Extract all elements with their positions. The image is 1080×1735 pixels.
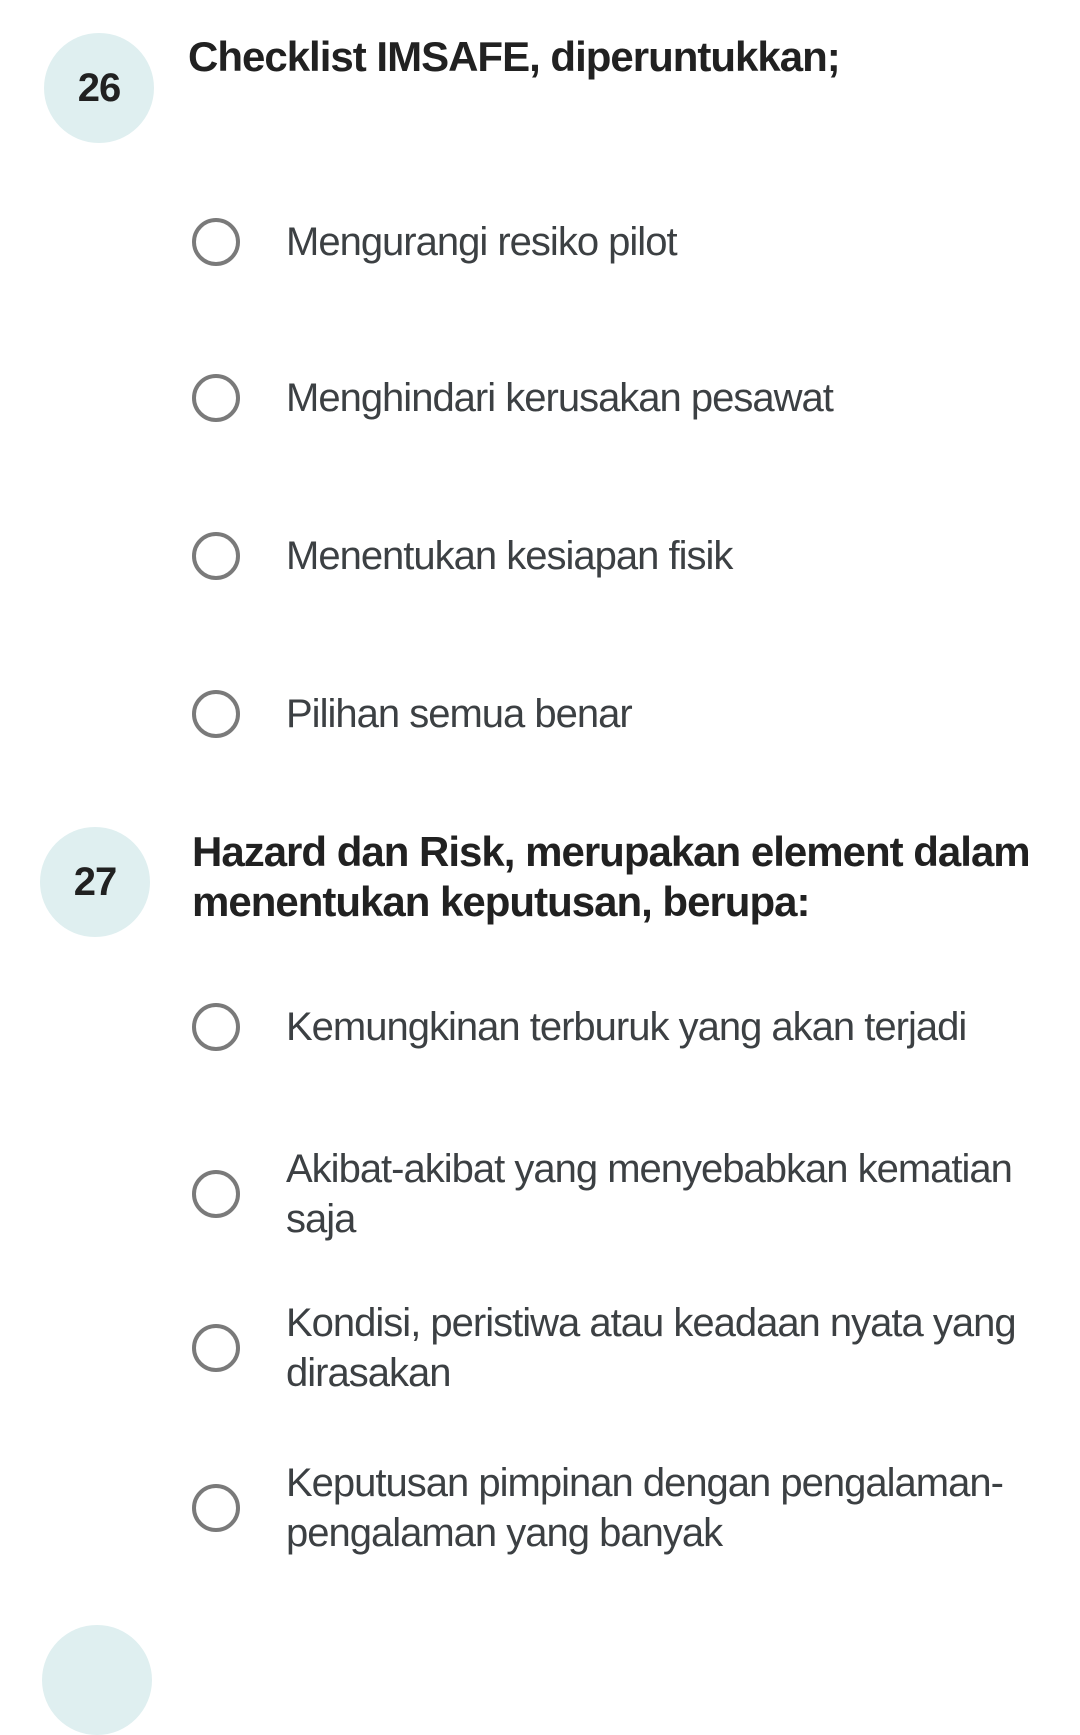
question-title-line: menentukan keputusan, berupa:: [192, 878, 810, 925]
question-title-line: Hazard dan Risk, merupakan element dalam: [192, 828, 1030, 875]
answer-option[interactable]: [192, 532, 732, 580]
option-label: [286, 1458, 1003, 1558]
option-label-line: Menghindari kerusakan pesawat: [286, 376, 833, 420]
radio-button-icon[interactable]: [192, 1484, 240, 1532]
option-label: [286, 531, 732, 581]
option-label: [286, 1298, 1016, 1398]
radio-button-icon[interactable]: [192, 218, 240, 266]
option-label-line: Akibat-akibat yang menyebabkan kematian: [286, 1147, 1012, 1191]
radio-button-icon[interactable]: [192, 532, 240, 580]
option-label: [286, 1002, 966, 1052]
option-label: [286, 217, 677, 267]
option-label-line: pengalaman yang banyak: [286, 1511, 723, 1555]
option-label-line: Keputusan pimpinan dengan pengalaman-: [286, 1461, 1003, 1505]
question-number: 27: [73, 859, 117, 904]
answer-option[interactable]: [192, 1144, 1012, 1244]
option-label-line: Pilihan semua benar: [286, 692, 632, 736]
next-question-number-badge-partial: [42, 1625, 152, 1735]
radio-button-icon[interactable]: [192, 690, 240, 738]
question-number: 26: [77, 65, 121, 110]
answer-option[interactable]: [192, 1003, 966, 1051]
answer-option[interactable]: [192, 218, 677, 266]
radio-button-icon[interactable]: [192, 1003, 240, 1051]
question-title: [188, 32, 840, 82]
question-number-badge: [44, 33, 154, 143]
option-label-line: Kondisi, peristiwa atau keadaan nyata yang: [286, 1301, 1016, 1345]
radio-button-icon[interactable]: [192, 374, 240, 422]
question-title: [192, 827, 1030, 927]
question-title-line: Checklist IMSAFE, diperuntukkan;: [188, 33, 840, 80]
option-label: [286, 1144, 1012, 1244]
question-number-badge: [40, 827, 150, 937]
radio-button-icon[interactable]: [192, 1324, 240, 1372]
answer-option[interactable]: [192, 1298, 1016, 1398]
option-label-line: dirasakan: [286, 1351, 451, 1395]
answer-option[interactable]: [192, 374, 833, 422]
answer-option[interactable]: [192, 690, 632, 738]
option-label-line: saja: [286, 1197, 356, 1241]
answer-option[interactable]: [192, 1458, 1003, 1558]
option-label-line: Kemungkinan terburuk yang akan terjadi: [286, 1005, 967, 1049]
option-label-line: Menentukan kesiapan fisik: [286, 534, 733, 578]
option-label: [286, 689, 632, 739]
option-label-line: Mengurangi resiko pilot: [286, 220, 677, 264]
radio-button-icon[interactable]: [192, 1170, 240, 1218]
option-label: [286, 373, 833, 423]
